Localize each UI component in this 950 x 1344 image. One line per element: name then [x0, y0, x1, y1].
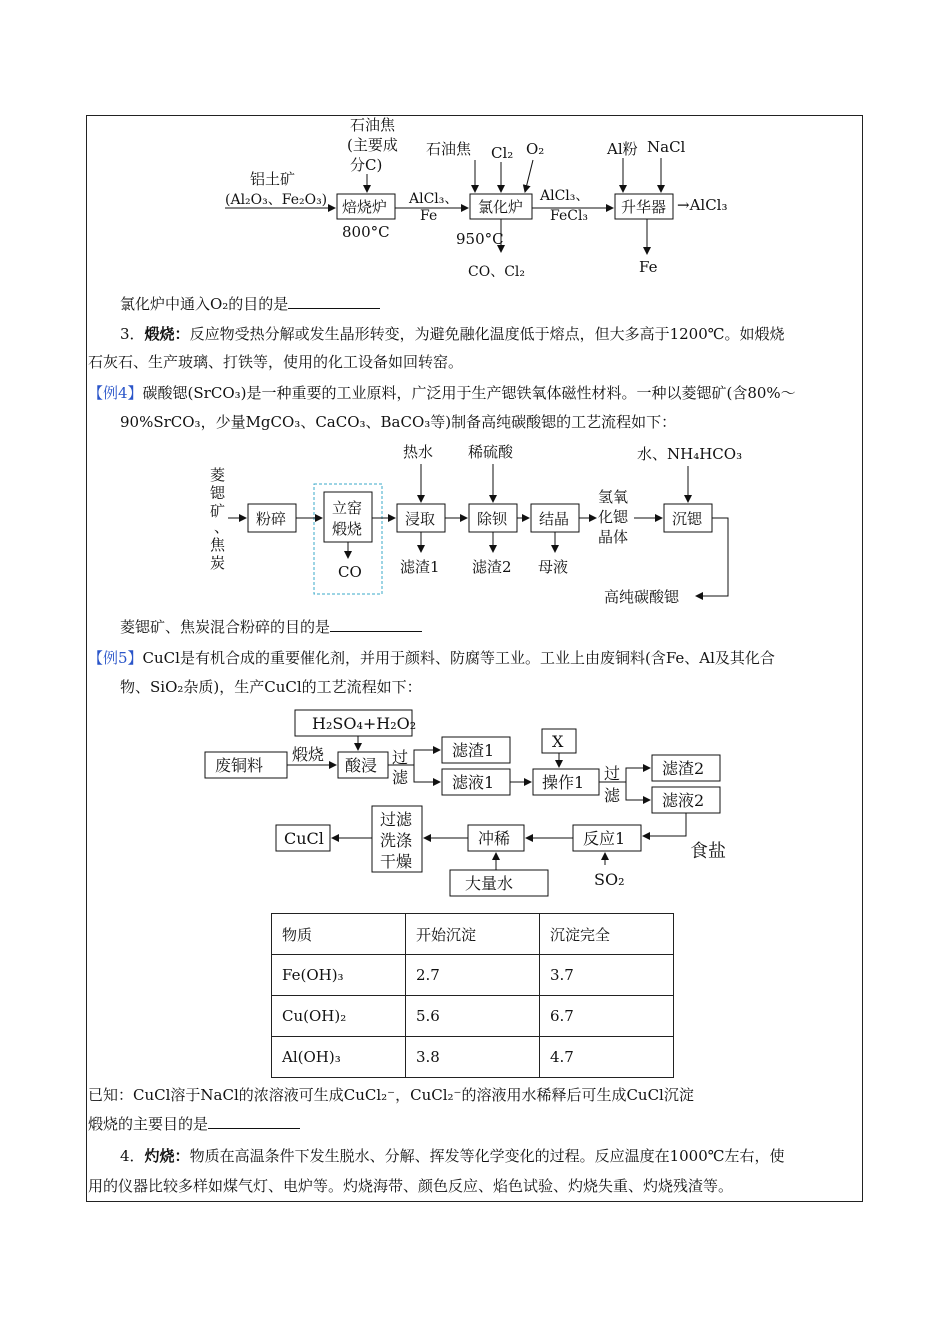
chlorinator-temp: 950°C: [456, 230, 504, 248]
input3-nacl: NaCl: [647, 138, 686, 156]
filter-label-a: 过: [392, 748, 409, 767]
product1-b: Fe: [420, 208, 438, 224]
raw-3: 矿: [210, 502, 226, 520]
leach-label: 浸取: [405, 510, 436, 528]
alcl3-flow-diagram: [215, 112, 755, 282]
ore-formula: (Al₂O₃、Fe₂O₃): [225, 192, 328, 208]
section-4-line1: [120, 1146, 785, 1166]
input2-o2: O₂: [526, 140, 545, 158]
example-5-line1: [88, 648, 775, 668]
section-4-line2: 用的仪器比较多样如煤气灯、电炉等。灼烧海带、颜色反应、焰色试验、灼烧失重、灼烧残渣等。: [88, 1177, 734, 1195]
product2-b: FeCl₃: [550, 208, 589, 224]
so2-label: SO₂: [594, 870, 625, 889]
x-label: X: [552, 732, 564, 751]
section-3-line1: [120, 324, 785, 344]
final-product: →AlCl₃: [677, 196, 728, 214]
coke-label-2: (主要成: [347, 136, 398, 154]
section-3-text1: 反应物受热分解或发生晶形转变，为避免融化温度低于熔点，但大多高于1200℃。如煅烧: [189, 325, 785, 343]
section-4-text1: 物质在高温条件下发生脱水、分解、挥发等化学变化的过程。反应温度在1000℃左右，使: [189, 1147, 785, 1165]
example-4-tag: 【例4】: [88, 384, 143, 402]
crush-label: 粉碎: [256, 510, 287, 528]
question-3-text: 煅烧的主要目的是: [88, 1115, 209, 1133]
section-3-line2: 石灰石、生产玻璃、打铁等，使用的化工设备如回转窑。: [88, 353, 464, 371]
question-1: [120, 294, 380, 314]
question-2-text: 菱锶矿、焦炭混合粉碎的目的是: [120, 618, 331, 636]
co-label: CO: [338, 563, 362, 581]
hydroxide-1: 氢氧: [598, 488, 629, 506]
residue1-label: 滤渣1: [452, 741, 495, 760]
op1-label: 操作1: [542, 773, 585, 792]
section-3-number: 3．: [120, 325, 145, 343]
roaster-temp: 800°C: [342, 223, 390, 241]
salt-label: 食盐: [690, 841, 726, 862]
answer-blank-1[interactable]: [288, 294, 380, 309]
h2so4-label: H₂SO₄+H₂O₂: [312, 714, 417, 733]
table-cell: 4.7: [540, 1037, 674, 1078]
product2-a: AlCl₃、: [540, 188, 590, 204]
roaster-label: 焙烧炉: [342, 198, 388, 216]
dilute-acid: 稀硫酸: [468, 443, 514, 461]
react1-label: 反应1: [583, 829, 626, 848]
wash-label-3: 干燥: [380, 852, 413, 871]
filter2-label-b: 滤: [604, 786, 621, 805]
kiln-label-2: 煅烧: [332, 520, 363, 538]
fe-out: Fe: [639, 258, 658, 276]
raw-5: 焦: [210, 536, 226, 554]
raw-2: 锶: [210, 484, 226, 502]
known-info: 已知：CuCl溶于NaCl的浓溶液可生成CuCl₂⁻，CuCl₂⁻的溶液用水稀释后可生成CuCl沉淀: [88, 1086, 694, 1104]
precipitation-table: [271, 913, 674, 1078]
table-cell: Al(OH)₃: [272, 1037, 406, 1078]
table-header-row: [272, 914, 674, 955]
gas-out: CO、Cl₂: [468, 264, 525, 280]
input2-cl2: Cl₂: [491, 144, 514, 162]
section-4-title: 灼烧：: [144, 1147, 190, 1165]
residue-1: 滤渣1: [400, 558, 440, 576]
table-cell: 6.7: [540, 996, 674, 1037]
example-4-line1: [88, 383, 796, 403]
mother-liquor: 母液: [538, 558, 569, 576]
residue2-label: 滤渣2: [662, 759, 705, 778]
section-3-title: 煅烧：: [144, 325, 190, 343]
question-3: [88, 1114, 300, 1134]
table-cell: 2.7: [406, 955, 540, 996]
table-header-cell: 开始沉淀: [406, 914, 540, 955]
kiln-label-1: 立窑: [332, 499, 363, 517]
question-1-text: 氯化炉中通入O₂的目的是: [120, 295, 289, 313]
wash-label-1: 过滤: [380, 810, 413, 829]
filter2-label-a: 过: [604, 764, 621, 783]
water-label: 大量水: [465, 874, 514, 893]
answer-blank-2[interactable]: [330, 617, 422, 632]
raw-1: 菱: [210, 466, 226, 484]
scrap-label: 废铜料: [215, 756, 264, 775]
hydroxide-2: 化锶: [598, 508, 629, 526]
srco3-flow-diagram: [200, 440, 760, 610]
table-header-cell: 物质: [272, 914, 406, 955]
raw-4: 、: [214, 518, 230, 536]
table-header-cell: 沉淀完全: [540, 914, 674, 955]
section-4-number: 4．: [120, 1147, 145, 1165]
table-cell: Fe(OH)₃: [272, 955, 406, 996]
crystal-label: 结晶: [539, 510, 570, 528]
dilute-label: 冲稀: [478, 829, 511, 848]
table-cell: 5.6: [406, 996, 540, 1037]
table-cell: 3.8: [406, 1037, 540, 1078]
filtrate1-label: 滤液1: [452, 773, 495, 792]
example-5-line2: 物、SiO₂杂质)，生产CuCl的工艺流程如下：: [120, 678, 422, 696]
filter-label-b: 滤: [392, 768, 409, 787]
example-4-line2: 90%SrCO₃，少量MgCO₃、CaCO₃、BaCO₃等)制备高纯碳酸锶的工艺流程如下：: [120, 413, 677, 431]
water-nh4hco3: 水、NH₄HCO₃: [637, 445, 743, 463]
hydroxide-3: 晶体: [598, 528, 629, 546]
table-cell: 3.7: [540, 955, 674, 996]
hot-water: 热水: [403, 443, 434, 461]
table-row: [272, 996, 674, 1037]
residue-2: 滤渣2: [472, 558, 512, 576]
remove-ba-label: 除钡: [477, 510, 508, 528]
question-2: [120, 617, 422, 637]
table-cell: Cu(OH)₂: [272, 996, 406, 1037]
cucl-label: CuCl: [284, 829, 324, 848]
example-5-tag: 【例5】: [88, 649, 143, 667]
final-product: 高纯碳酸锶: [604, 588, 680, 606]
coke-label-1: 石油焦: [350, 116, 396, 134]
answer-blank-3[interactable]: [208, 1114, 300, 1129]
precip-label: 沉锶: [672, 510, 703, 528]
input3-al: Al粉: [607, 140, 638, 158]
example-5-text1: CuCl是有机合成的重要催化剂，并用于颜料、防腐等工业。工业上由废铜料(含Fe、Al及其化合: [142, 649, 775, 667]
raw-6: 炭: [210, 554, 226, 572]
calcine-label: 煅烧: [292, 745, 325, 764]
example-4-text1: 碳酸锶(SrCO₃)是一种重要的工业原料，广泛用于生产锶铁氧体磁性材料。一种以菱锶矿(含80%～: [142, 384, 796, 402]
ore-label: 铝土矿: [250, 170, 296, 188]
input2-coke: 石油焦: [426, 140, 472, 158]
cucl-flow-diagram: [200, 705, 760, 900]
sublimator-label: 升华器: [621, 198, 667, 216]
table-row: [272, 955, 674, 996]
coke-label-3: 分C): [350, 156, 383, 174]
filtrate2-label: 滤液2: [662, 791, 705, 810]
table-row: [272, 1037, 674, 1078]
acid-leach-label: 酸浸: [345, 756, 378, 775]
chlorinator-label: 氯化炉: [478, 198, 524, 216]
product1-a: AlCl₃、: [409, 191, 459, 207]
wash-label-2: 洗涤: [380, 831, 413, 850]
